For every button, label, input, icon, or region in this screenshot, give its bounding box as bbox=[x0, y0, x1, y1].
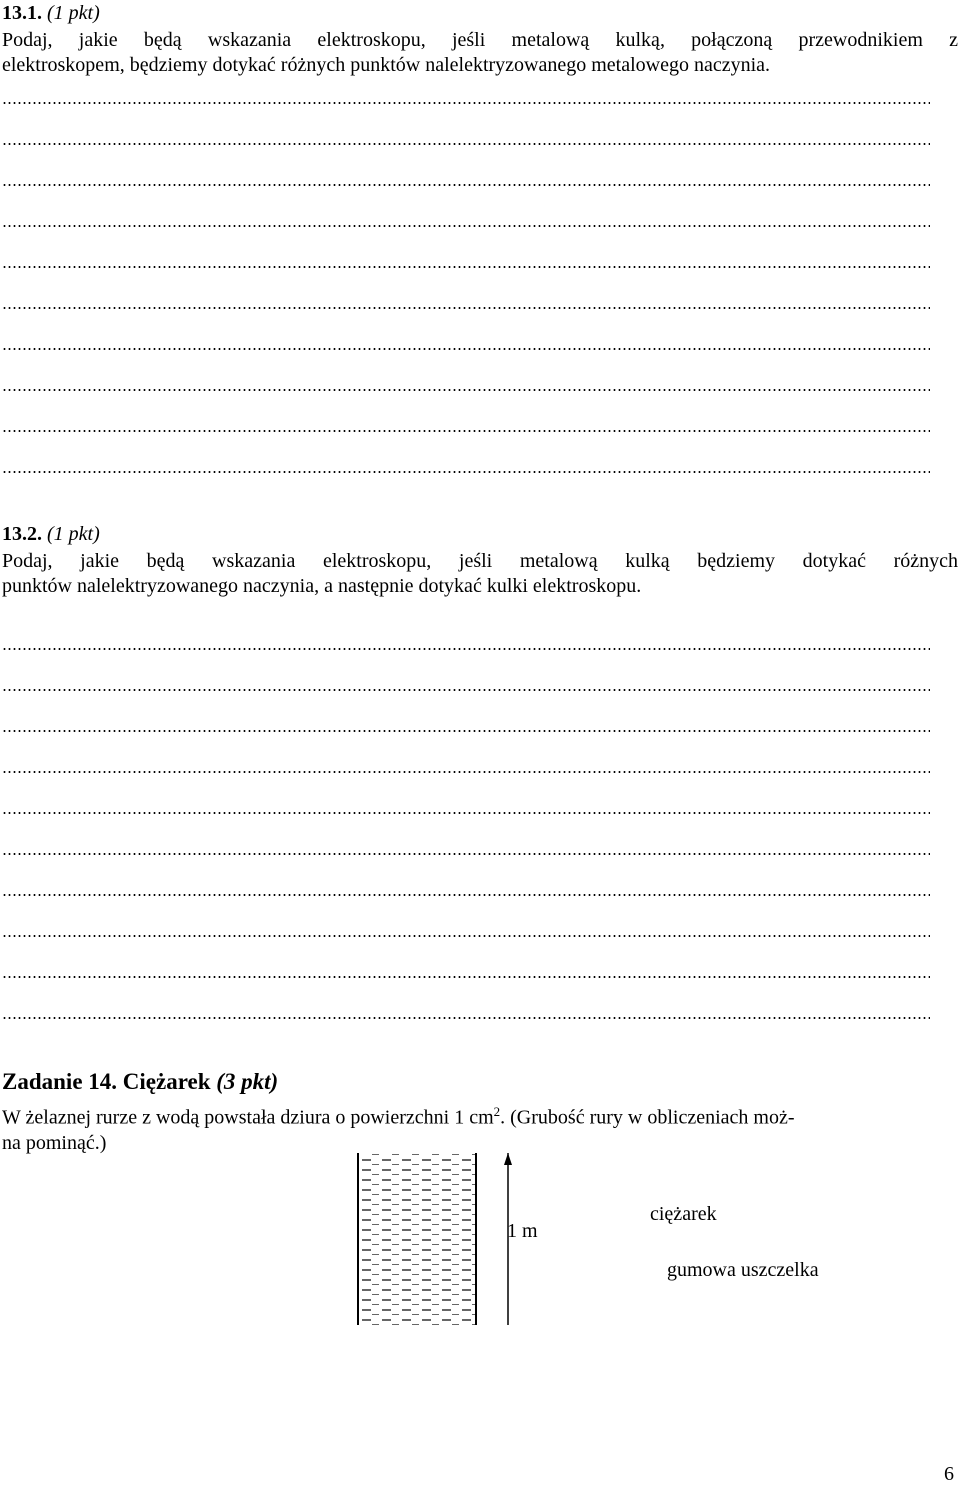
task14-points: (3 pkt) bbox=[216, 1069, 279, 1094]
q13-2-number: 13.2. bbox=[2, 523, 42, 545]
answer-line[interactable] bbox=[2, 894, 930, 896]
weight-label: ciężarek bbox=[650, 1203, 717, 1225]
q13-2-text-line2: punktów nalelektryzowanego naczynia, a następnie dotykać kulki elektroskopu. bbox=[2, 575, 642, 597]
task14-text-line1-a: W żelaznej rurze z wodą powstała dziura o powierzchni 1 cm bbox=[2, 1106, 494, 1129]
task14-text-line1-b: . (Grubość rury w obliczeniach moż- bbox=[500, 1106, 795, 1129]
answer-line[interactable] bbox=[2, 266, 930, 268]
answer-line[interactable] bbox=[2, 853, 930, 855]
q13-1-number: 13.1. bbox=[2, 2, 42, 24]
q13-1-heading bbox=[2, 2, 100, 25]
q13-2-heading bbox=[2, 523, 100, 546]
q13-1-text bbox=[2, 28, 958, 78]
depth-arrow-head-top bbox=[504, 1153, 512, 1165]
answer-line[interactable] bbox=[2, 730, 930, 732]
answer-line[interactable] bbox=[2, 771, 930, 773]
answer-line[interactable] bbox=[2, 471, 930, 473]
answer-line[interactable] bbox=[2, 935, 930, 937]
pipe-diagram bbox=[340, 1145, 880, 1325]
answer-line[interactable] bbox=[2, 812, 930, 814]
depth-label: 1 m bbox=[507, 1220, 538, 1242]
q13-1-points: (1 pkt) bbox=[47, 2, 100, 24]
answer-line[interactable] bbox=[2, 184, 930, 186]
answer-line[interactable] bbox=[2, 225, 930, 227]
answer-line[interactable] bbox=[2, 648, 930, 650]
q13-2-text bbox=[2, 549, 958, 599]
answer-line[interactable] bbox=[2, 102, 930, 104]
page-number: 6 bbox=[944, 1463, 954, 1485]
answer-line[interactable] bbox=[2, 689, 930, 691]
answer-line[interactable] bbox=[2, 143, 930, 145]
water-column bbox=[358, 1153, 476, 1325]
q13-2-points: (1 pkt) bbox=[47, 523, 100, 545]
answer-line[interactable] bbox=[2, 1017, 930, 1019]
task14-text-line1 bbox=[2, 1099, 958, 1131]
task14-text-line2: na pominąć.) bbox=[2, 1131, 107, 1154]
task14-heading bbox=[2, 1069, 278, 1095]
answer-line[interactable] bbox=[2, 430, 930, 432]
answer-line[interactable] bbox=[2, 976, 930, 978]
answer-line[interactable] bbox=[2, 389, 930, 391]
q13-1-text-line1: Podaj, jakie będą wskazania elektroskopu, jeśli metalową kulką, połączoną przewodnikiem z bbox=[2, 29, 958, 51]
superscript-2: 2 bbox=[493, 1104, 501, 1119]
q13-2-text-line1: Podaj, jakie będą wskazania elektroskopu, jeśli metalową kulką będziemy dotykać różnych bbox=[2, 550, 958, 572]
answer-line[interactable] bbox=[2, 307, 930, 309]
q13-1-text-line2: elektroskopem, będziemy dotykać różnych punktów nalelektryzowanego metalowego naczynia. bbox=[2, 54, 771, 76]
task14-title: Zadanie 14. Ciężarek bbox=[2, 1069, 211, 1094]
answer-line[interactable] bbox=[2, 348, 930, 350]
seal-label: gumowa uszczelka bbox=[667, 1259, 819, 1281]
